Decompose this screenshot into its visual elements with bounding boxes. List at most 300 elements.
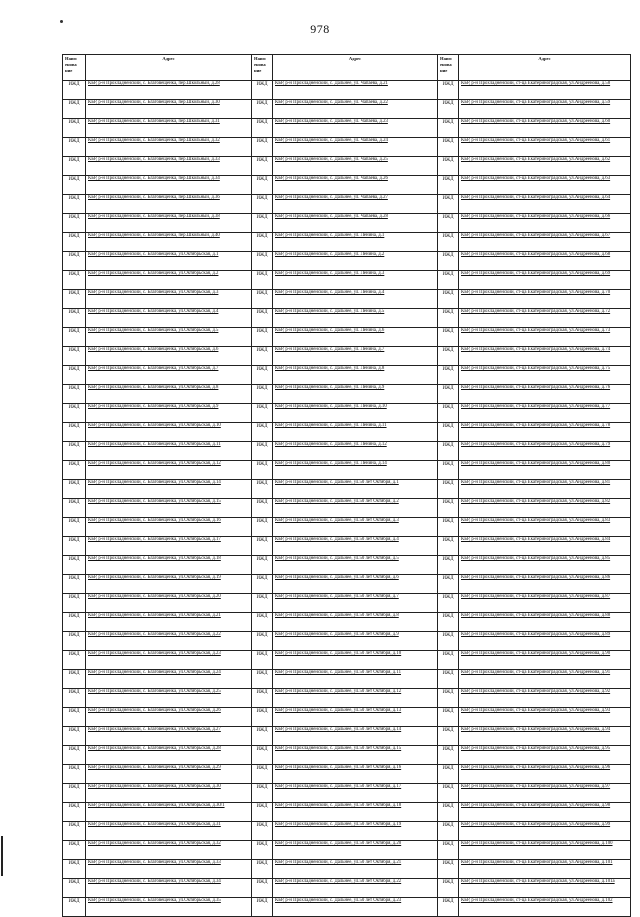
object-type-cell: ИЖД [63, 765, 86, 784]
table-row [63, 442, 631, 461]
object-type-cell: ИЖД [63, 138, 86, 157]
object-type-cell: ИЖД [63, 746, 86, 765]
object-type-cell: ИЖД [63, 784, 86, 803]
object-type-cell: ИЖД [63, 860, 86, 879]
object-type-cell: ИЖД [252, 138, 273, 157]
object-type-cell: ИЖД [252, 651, 273, 670]
object-type-cell: ИЖД [438, 81, 459, 100]
address-cell: КБР, р-н Прохладненский, с. Благовещенка, ул.Октябрьская, д.35 [86, 898, 252, 917]
object-type-cell: ИЖД [438, 347, 459, 366]
address-cell: КБР, р-н Прохладненский, с. Благовещенка, ул.Октябрьская, д.7 [86, 366, 252, 385]
address-cell: КБР, р-н Прохладненский, с. Благовещенка, ул.Октябрьская, д.12 [86, 461, 252, 480]
object-type-cell: ИЖД [252, 575, 273, 594]
address-cell: КБР, р-н Прохладненский, ст-ца Екатериноградская, ул.Андреенова, д.64 [459, 195, 631, 214]
address-cell: КБР, р-н Прохладненский, ст-ца Екатериноградская, ул.Андреенова, д.91 [459, 670, 631, 689]
object-type-cell: ИЖД [63, 81, 86, 100]
object-type-cell: ИЖД [63, 328, 86, 347]
address-cell: КБР, р-н Прохладненский, с. Дальнее, ул.50 лет Октября, д.3 [273, 518, 438, 537]
table-row [63, 100, 631, 119]
object-type-cell: ИЖД [252, 480, 273, 499]
address-cell: КБР, р-н Прохладненский, ст-ца Екатериноградская, ул.Андреенова, д.74 [459, 347, 631, 366]
address-cell: КБР, р-н Прохладненский, с. Дальнее, ул. Ленина, д.4 [273, 290, 438, 309]
table-row [63, 727, 631, 746]
address-cell: КБР, р-н Прохладненский, с. Дальнее, ул.50 лет Октября, д.8 [273, 613, 438, 632]
table-row [63, 746, 631, 765]
object-type-cell: ИЖД [252, 366, 273, 385]
address-cell: КБР, р-н Прохладненский, с. Дальнее, ул.50 лет Октября, д.13 [273, 708, 438, 727]
object-type-cell: ИЖД [252, 271, 273, 290]
address-cell: КБР, р-н Прохладненский, ст-ца Екатериноградская, ул.Андреенова, д.98 [459, 803, 631, 822]
address-cell: КБР, р-н Прохладненский, с. Дальнее, ул.50 лет Октября, д.21 [273, 860, 438, 879]
object-type-cell: ИЖД [252, 784, 273, 803]
object-type-cell: ИЖД [252, 898, 273, 917]
object-type-cell: ИЖД [438, 537, 459, 556]
address-cell: КБР, р-н Прохладненский, ст-ца Екатериноградская, ул.Андреенова, д.75 [459, 366, 631, 385]
object-type-cell: ИЖД [63, 499, 86, 518]
table-row [63, 879, 631, 898]
object-type-cell: ИЖД [438, 461, 459, 480]
object-type-cell: ИЖД [252, 613, 273, 632]
address-cell: КБР, р-н Прохладненский, с. Дальнее, ул. Чапаева, д.23 [273, 119, 438, 138]
object-type-cell: ИЖД [63, 214, 86, 233]
address-cell: КБР, р-н Прохладненский, с. Благовещенка, ул.Октябрьская, д.5 [86, 328, 252, 347]
object-type-cell: ИЖД [252, 252, 273, 271]
object-type-cell: ИЖД [63, 708, 86, 727]
address-cell: КБР, р-н Прохладненский, с. Благовещенка, ул.Октябрьская, д.23 [86, 651, 252, 670]
object-type-cell: ИЖД [252, 518, 273, 537]
object-type-cell: ИЖД [252, 233, 273, 252]
address-cell: КБР, р-н Прохладненский, с. Дальнее, ул. Ленина, д.3 [273, 271, 438, 290]
address-cell: КБР, р-н Прохладненский, с. Дальнее, ул. Ленина, д.10 [273, 404, 438, 423]
address-cell: КБР, р-н Прохладненский, ст-ца Екатериноградская, ул.Андреенова, д.61 [459, 138, 631, 157]
address-cell: КБР, р-н Прохладненский, с. Благовещенка, ул.Октябрьская, д.4 [86, 309, 252, 328]
object-type-cell: ИЖД [252, 442, 273, 461]
address-cell: КБР, р-н Прохладненский, с. Благовещенка, ул.Октябрьская, д.21 [86, 613, 252, 632]
object-type-cell: ИЖД [438, 252, 459, 271]
table-row [63, 499, 631, 518]
address-cell: КБР, р-н Прохладненский, с. Дальнее, ул.50 лет Октября, д.7 [273, 594, 438, 613]
address-cell: КБР, р-н Прохладненский, ст-ца Екатериноградская, ул.Андреенова, д.70 [459, 290, 631, 309]
object-type-cell: ИЖД [63, 537, 86, 556]
address-cell: КБР, р-н Прохладненский, с. Дальнее, ул.50 лет Октября, д.23 [273, 898, 438, 917]
object-type-cell: ИЖД [438, 556, 459, 575]
object-type-cell: ИЖД [252, 347, 273, 366]
object-type-cell: ИЖД [438, 746, 459, 765]
object-type-cell: ИЖД [63, 803, 86, 822]
address-cell: КБР, р-н Прохладненский, с. Благовещенка, пер.Школьный, д.30 [86, 100, 252, 119]
object-type-cell: ИЖД [438, 803, 459, 822]
object-type-cell: ИЖД [63, 518, 86, 537]
object-type-cell: ИЖД [438, 841, 459, 860]
address-cell: КБР, р-н Прохладненский, с. Дальнее, ул.50 лет Октября, д.10 [273, 651, 438, 670]
table-row [63, 803, 631, 822]
address-cell: КБР, р-н Прохладненский, с. Благовещенка, ул.Октябрьская, д.26 [86, 708, 252, 727]
address-cell: КБР, р-н Прохладненский, ст-ца Екатериноградская, ул.Андреенова, д.58 [459, 81, 631, 100]
address-cell: КБР, р-н Прохладненский, с. Дальнее, ул.50 лет Октября, д.5 [273, 556, 438, 575]
address-cell: КБР, р-н Прохладненский, с. Дальнее, ул. Ленина, д.11 [273, 423, 438, 442]
object-type-cell: ИЖД [438, 765, 459, 784]
table-row [63, 860, 631, 879]
object-type-cell: ИЖД [252, 423, 273, 442]
address-cell: КБР, р-н Прохладненский, с. Дальнее, ул.50 лет Октября, д.17 [273, 784, 438, 803]
address-cell: КБР, р-н Прохладненский, с. Дальнее, ул.50 лет Октября, д.20 [273, 841, 438, 860]
object-type-cell: ИЖД [252, 81, 273, 100]
object-type-cell: ИЖД [438, 822, 459, 841]
address-cell: КБР, р-н Прохладненский, ст-ца Екатериноградская, ул.Андреенова, д.83 [459, 518, 631, 537]
object-type-cell: ИЖД [63, 271, 86, 290]
header-name-1: Наим енова ние [63, 55, 86, 81]
object-type-cell: ИЖД [252, 195, 273, 214]
object-type-cell: ИЖД [63, 822, 86, 841]
object-type-cell: ИЖД [252, 632, 273, 651]
table-row [63, 841, 631, 860]
address-cell: КБР, р-н Прохладненский, с. Благовещенка, ул.Октябрьская, д.27 [86, 727, 252, 746]
object-type-cell: ИЖД [438, 385, 459, 404]
table-row [63, 613, 631, 632]
address-cell: КБР, р-н Прохладненский, с. Дальнее, ул.50 лет Октября, д.1 [273, 480, 438, 499]
address-cell: КБР, р-н Прохладненский, с. Дальнее, ул.50 лет Октября, д.22 [273, 879, 438, 898]
address-cell: КБР, р-н Прохладненский, ст-ца Екатериноградская, ул.Андреенова, д.81 [459, 480, 631, 499]
object-type-cell: ИЖД [252, 385, 273, 404]
address-cell: КБР, р-н Прохладненский, с. Дальнее, ул. Чапаева, д.24 [273, 138, 438, 157]
address-cell: КБР, р-н Прохладненский, с. Дальнее, ул. Ленина, д.8 [273, 366, 438, 385]
table-row [63, 480, 631, 499]
address-cell: КБР, р-н Прохладненский, ст-ца Екатериноградская, ул.Андреенова, д.78 [459, 423, 631, 442]
address-cell: КБР, р-н Прохладненский, ст-ца Екатериноградская, ул.Андреенова, д.72 [459, 309, 631, 328]
table-row [63, 214, 631, 233]
address-cell: КБР, р-н Прохладненский, с. Благовещенка, ул.Октябрьская, д.16 [86, 518, 252, 537]
address-cell: КБР, р-н Прохладненский, с. Дальнее, ул.50 лет Октября, д.15 [273, 746, 438, 765]
table-row [63, 898, 631, 917]
address-cell: КБР, р-н Прохладненский, ст-ца Екатериноградская, ул.Андреенова, д.86 [459, 575, 631, 594]
address-cell: КБР, р-н Прохладненский, с. Благовещенка, ул.Октябрьская, д.14 [86, 480, 252, 499]
object-type-cell: ИЖД [63, 309, 86, 328]
object-type-cell: ИЖД [63, 423, 86, 442]
object-type-cell: ИЖД [438, 100, 459, 119]
object-type-cell: ИЖД [438, 860, 459, 879]
object-type-cell: ИЖД [252, 461, 273, 480]
object-type-cell: ИЖД [252, 670, 273, 689]
table-row [63, 309, 631, 328]
address-cell: КБР, р-н Прохладненский, с. Благовещенка, ул.Октябрьская, д.30/1 [86, 803, 252, 822]
table-body [63, 81, 631, 917]
object-type-cell: ИЖД [438, 651, 459, 670]
object-type-cell: ИЖД [63, 689, 86, 708]
table-row [63, 404, 631, 423]
address-cell: КБР, р-н Прохладненский, ст-ца Екатериноградская, ул.Андреенова, д.101а [459, 879, 631, 898]
object-type-cell: ИЖД [438, 157, 459, 176]
object-type-cell: ИЖД [252, 879, 273, 898]
object-type-cell: ИЖД [252, 157, 273, 176]
table-row [63, 195, 631, 214]
address-cell: КБР, р-н Прохладненский, с. Благовещенка, ул.Октябрьская, д.24 [86, 670, 252, 689]
address-cell: КБР, р-н Прохладненский, с. Благовещенка, ул.Октябрьская, д.20 [86, 594, 252, 613]
address-cell: КБР, р-н Прохладненский, с. Благовещенка, ул.Октябрьская, д.2 [86, 271, 252, 290]
address-cell: КБР, р-н Прохладненский, с. Благовещенка, пер.Школьный, д.38 [86, 214, 252, 233]
object-type-cell: ИЖД [63, 461, 86, 480]
table-row [63, 423, 631, 442]
object-type-cell: ИЖД [252, 100, 273, 119]
address-cell: КБР, р-н Прохладненский, ст-ца Екатериноградская, ул.Андреенова, д.67 [459, 233, 631, 252]
address-cell: КБР, р-н Прохладненский, ст-ца Екатериноградская, ул.Андреенова, д.87 [459, 594, 631, 613]
object-type-cell: ИЖД [63, 100, 86, 119]
object-type-cell: ИЖД [438, 423, 459, 442]
table-row [63, 271, 631, 290]
object-type-cell: ИЖД [438, 404, 459, 423]
address-cell: КБР, р-н Прохладненский, с. Благовещенка, ул.Октябрьская, д.11 [86, 442, 252, 461]
object-type-cell: ИЖД [438, 632, 459, 651]
object-type-cell: ИЖД [438, 366, 459, 385]
object-type-cell: ИЖД [438, 442, 459, 461]
address-cell: КБР, р-н Прохладненский, с. Дальнее, ул.50 лет Октября, д.19 [273, 822, 438, 841]
table-row [63, 81, 631, 100]
object-type-cell: ИЖД [63, 841, 86, 860]
address-cell: КБР, р-н Прохладненский, с. Дальнее, ул.50 лет Октября, д.16 [273, 765, 438, 784]
header-address-2: Адрес [273, 55, 438, 81]
object-type-cell: ИЖД [252, 556, 273, 575]
address-cell: КБР, р-н Прохладненский, с. Благовещенка, ул.Октябрьская, д.28 [86, 746, 252, 765]
object-type-cell: ИЖД [438, 898, 459, 917]
object-type-cell: ИЖД [63, 233, 86, 252]
object-type-cell: ИЖД [438, 670, 459, 689]
object-type-cell: ИЖД [438, 176, 459, 195]
address-cell: КБР, р-н Прохладненский, ст-ца Екатериноградская, ул.Андреенова, д.76 [459, 385, 631, 404]
object-type-cell: ИЖД [63, 442, 86, 461]
address-cell: КБР, р-н Прохладненский, с. Дальнее, ул. Ленина, д.14 [273, 461, 438, 480]
object-type-cell: ИЖД [438, 518, 459, 537]
address-cell: КБР, р-н Прохладненский, ст-ца Екатериноградская, ул.Андреенова, д.97 [459, 784, 631, 803]
address-cell: КБР, р-н Прохладненский, с. Дальнее, ул.50 лет Октября, д.6 [273, 575, 438, 594]
address-cell: КБР, р-н Прохладненский, с. Дальнее, ул. Ленина, д.7 [273, 347, 438, 366]
table-row [63, 461, 631, 480]
address-cell: КБР, р-н Прохладненский, с. Дальнее, ул.50 лет Октября, д.9 [273, 632, 438, 651]
table-row [63, 138, 631, 157]
address-cell: КБР, р-н Прохладненский, с. Благовещенка, пер.Школьный, д.33 [86, 157, 252, 176]
address-cell: КБР, р-н Прохладненский, ст-ца Екатериноградская, ул.Андреенова, д.79 [459, 442, 631, 461]
object-type-cell: ИЖД [63, 632, 86, 651]
table-row [63, 119, 631, 138]
address-cell: КБР, р-н Прохладненский, ст-ца Екатериноградская, ул.Андреенова, д.92 [459, 689, 631, 708]
address-cell: КБР, р-н Прохладненский, с. Дальнее, ул.50 лет Октября, д.12 [273, 689, 438, 708]
object-type-cell: ИЖД [252, 689, 273, 708]
address-cell: КБР, р-н Прохладненский, с. Благовещенка, ул.Октябрьская, д.15 [86, 499, 252, 518]
object-type-cell: ИЖД [438, 879, 459, 898]
object-type-cell: ИЖД [252, 328, 273, 347]
address-cell: КБР, р-н Прохладненский, с. Благовещенка, ул.Октябрьская, д.3 [86, 290, 252, 309]
object-type-cell: ИЖД [252, 803, 273, 822]
object-type-cell: ИЖД [252, 537, 273, 556]
table-row [63, 708, 631, 727]
object-type-cell: ИЖД [63, 575, 86, 594]
object-type-cell: ИЖД [252, 309, 273, 328]
table-row [63, 632, 631, 651]
table-row [63, 157, 631, 176]
object-type-cell: ИЖД [438, 195, 459, 214]
address-cell: КБР, р-н Прохладненский, ст-ца Екатериноградская, ул.Андреенова, д.84 [459, 537, 631, 556]
header-name-2: Наим енова ние [252, 55, 273, 81]
address-cell: КБР, р-н Прохладненский, ст-ца Екатериноградская, ул.Андреенова, д.85 [459, 556, 631, 575]
address-cell: КБР, р-н Прохладненский, ст-ца Екатериноградская, ул.Андреенова, д.95 [459, 746, 631, 765]
table-row [63, 575, 631, 594]
address-cell: КБР, р-н Прохладненский, с. Благовещенка, ул.Октябрьская, д.31 [86, 822, 252, 841]
object-type-cell: ИЖД [63, 252, 86, 271]
address-cell: КБР, р-н Прохладненский, ст-ца Екатериноградская, ул.Андреенова, д.66 [459, 214, 631, 233]
object-type-cell: ИЖД [438, 689, 459, 708]
object-type-cell: ИЖД [438, 727, 459, 746]
address-cell: КБР, р-н Прохладненский, с. Благовещенка, пер.Школьный, д.36 [86, 195, 252, 214]
object-type-cell: ИЖД [438, 784, 459, 803]
object-type-cell: ИЖД [252, 119, 273, 138]
address-cell: КБР, р-н Прохладненский, ст-ца Екатериноградская, ул.Андреенова, д.63 [459, 176, 631, 195]
object-type-cell: ИЖД [63, 651, 86, 670]
object-type-cell: ИЖД [63, 556, 86, 575]
object-type-cell: ИЖД [438, 575, 459, 594]
address-cell: КБР, р-н Прохладненский, с. Благовещенка, ул.Октябрьская, д.22 [86, 632, 252, 651]
object-type-cell: ИЖД [438, 233, 459, 252]
address-cell: КБР, р-н Прохладненский, ст-ца Екатериноградская, ул.Андреенова, д.60 [459, 119, 631, 138]
address-cell: КБР, р-н Прохладненский, с. Благовещенка, ул.Октябрьская, д.32 [86, 841, 252, 860]
address-cell: КБР, р-н Прохладненский, с. Благовещенка, ул.Октябрьская, д.10 [86, 423, 252, 442]
address-cell: КБР, р-н Прохладненский, с. Дальнее, ул.50 лет Октября, д.18 [273, 803, 438, 822]
object-type-cell: ИЖД [438, 328, 459, 347]
table-row [63, 670, 631, 689]
table-row [63, 765, 631, 784]
table-row [63, 290, 631, 309]
address-cell: КБР, р-н Прохладненский, ст-ца Екатериноградская, ул.Андреенова, д.73 [459, 328, 631, 347]
table-row [63, 556, 631, 575]
object-type-cell: ИЖД [252, 746, 273, 765]
address-cell: КБР, р-н Прохладненский, ст-ца Екатериноградская, ул.Андреенова, д.62 [459, 157, 631, 176]
address-cell: КБР, р-н Прохладненский, с. Благовещенка, ул.Октябрьская, д.19 [86, 575, 252, 594]
address-cell: КБР, р-н Прохладненский, ст-ца Екатериноградская, ул.Андреенова, д.59 [459, 100, 631, 119]
address-cell: КБР, р-н Прохладненский, с. Благовещенка, пер.Школьный, д.32 [86, 138, 252, 157]
address-cell: КБР, р-н Прохладненский, ст-ца Екатериноградская, ул.Андреенова, д.77 [459, 404, 631, 423]
object-type-cell: ИЖД [438, 271, 459, 290]
address-cell: КБР, р-н Прохладненский, с. Дальнее, ул.50 лет Октября, д.14 [273, 727, 438, 746]
address-cell: КБР, р-н Прохладненский, с. Благовещенка, ул.Октябрьская, д.33 [86, 860, 252, 879]
address-cell: КБР, р-н Прохладненский, с. Дальнее, ул.50 лет Октября, д.11 [273, 670, 438, 689]
address-cell: КБР, р-н Прохладненский, с. Благовещенка, ул.Октябрьская, д.34 [86, 879, 252, 898]
table-row [63, 366, 631, 385]
address-table [62, 54, 631, 917]
address-cell: КБР, р-н Прохладненский, ст-ца Екатериноградская, ул.Андреенова, д.69 [459, 271, 631, 290]
object-type-cell: ИЖД [252, 708, 273, 727]
object-type-cell: ИЖД [252, 499, 273, 518]
table-row [63, 822, 631, 841]
object-type-cell: ИЖД [438, 480, 459, 499]
address-cell: КБР, р-н Прохладненский, с. Дальнее, ул.50 лет Октября, д.2 [273, 499, 438, 518]
address-cell: КБР, р-н Прохладненский, с. Благовещенка, пер.Школьный, д.34 [86, 176, 252, 195]
scan-edge-mark [1, 836, 3, 876]
table-row [63, 176, 631, 195]
table-row [63, 385, 631, 404]
address-cell: КБР, р-н Прохладненский, с. Дальнее, ул. Ленина, д.5 [273, 309, 438, 328]
address-cell: КБР, р-н Прохладненский, ст-ца Екатериноградская, ул.Андреенова, д.101 [459, 860, 631, 879]
address-cell: КБР, р-н Прохладненский, с. Благовещенка, пер.Школьный, д.28 [86, 81, 252, 100]
header-address-1: Адрес [86, 55, 252, 81]
object-type-cell: ИЖД [63, 594, 86, 613]
address-cell: КБР, р-н Прохладненский, с. Благовещенка, пер.Школьный, д.40 [86, 233, 252, 252]
object-type-cell: ИЖД [438, 290, 459, 309]
object-type-cell: ИЖД [438, 138, 459, 157]
table-row [63, 651, 631, 670]
object-type-cell: ИЖД [252, 594, 273, 613]
address-cell: КБР, р-н Прохладненский, с. Благовещенка, ул.Октябрьская, д.18 [86, 556, 252, 575]
address-cell: КБР, р-н Прохладненский, с. Дальнее, ул. Чапаева, д.21 [273, 81, 438, 100]
object-type-cell: ИЖД [63, 879, 86, 898]
address-cell: КБР, р-н Прохладненский, с. Дальнее, ул. Ленина, д.1 [273, 233, 438, 252]
address-cell: КБР, р-н Прохладненский, с. Дальнее, ул. Ленина, д.6 [273, 328, 438, 347]
object-type-cell: ИЖД [252, 822, 273, 841]
object-type-cell: ИЖД [63, 157, 86, 176]
object-type-cell: ИЖД [252, 290, 273, 309]
object-type-cell: ИЖД [63, 195, 86, 214]
address-cell: КБР, р-н Прохладненский, с. Благовещенка, ул.Октябрьская, д.8 [86, 385, 252, 404]
address-cell: КБР, р-н Прохладненский, с. Дальнее, ул.50 лет Октября, д.4 [273, 537, 438, 556]
object-type-cell: ИЖД [63, 898, 86, 917]
object-type-cell: ИЖД [252, 727, 273, 746]
object-type-cell: ИЖД [63, 176, 86, 195]
table-row [63, 233, 631, 252]
address-cell: КБР, р-н Прохладненский, ст-ца Екатериноградская, ул.Андреенова, д.94 [459, 727, 631, 746]
address-cell: КБР, р-н Прохладненский, ст-ца Екатериноградская, ул.Андреенова, д.80 [459, 461, 631, 480]
object-type-cell: ИЖД [63, 119, 86, 138]
address-cell: КБР, р-н Прохладненский, ст-ца Екатериноградская, ул.Андреенова, д.90 [459, 651, 631, 670]
table-row [63, 252, 631, 271]
object-type-cell: ИЖД [63, 366, 86, 385]
address-cell: КБР, р-н Прохладненский, с. Дальнее, ул. Чапаева, д.25 [273, 157, 438, 176]
address-cell: КБР, р-н Прохладненский, с. Благовещенка, пер.Школьный, д.31 [86, 119, 252, 138]
address-cell: КБР, р-н Прохладненский, ст-ца Екатериноградская, ул.Андреенова, д.88 [459, 613, 631, 632]
address-cell: КБР, р-н Прохладненский, с. Благовещенка, ул.Октябрьская, д.1 [86, 252, 252, 271]
table-row [63, 328, 631, 347]
address-cell: КБР, р-н Прохладненский, ст-ца Екатериноградская, ул.Андреенова, д.100 [459, 841, 631, 860]
address-cell: КБР, р-н Прохладненский, с. Дальнее, ул. Ленина, д.9 [273, 385, 438, 404]
address-cell: КБР, р-н Прохладненский, ст-ца Екатериноградская, ул.Андреенова, д.96 [459, 765, 631, 784]
address-cell: КБР, р-н Прохладненский, ст-ца Екатериноградская, ул.Андреенова, д.89 [459, 632, 631, 651]
address-cell: КБР, р-н Прохладненский, с. Благовещенка, ул.Октябрьская, д.9 [86, 404, 252, 423]
object-type-cell: ИЖД [252, 404, 273, 423]
address-cell: КБР, р-н Прохладненский, с. Благовещенка, ул.Октябрьская, д.29 [86, 765, 252, 784]
address-cell: КБР, р-н Прохладненский, с. Дальнее, ул. Ленина, д.2 [273, 252, 438, 271]
object-type-cell: ИЖД [438, 499, 459, 518]
object-type-cell: ИЖД [252, 765, 273, 784]
table-row [63, 537, 631, 556]
object-type-cell: ИЖД [438, 613, 459, 632]
address-cell: КБР, р-н Прохладненский, с. Дальнее, ул. Чапаева, д.22 [273, 100, 438, 119]
object-type-cell: ИЖД [438, 594, 459, 613]
header-address-3: Адрес [459, 55, 631, 81]
address-cell: КБР, р-н Прохладненский, с. Дальнее, ул. Чапаева, д.28 [273, 214, 438, 233]
object-type-cell: ИЖД [63, 613, 86, 632]
address-cell: КБР, р-н Прохладненский, ст-ца Екатериноградская, ул.Андреенова, д.68 [459, 252, 631, 271]
address-cell: КБР, р-н Прохладненский, ст-ца Екатериноградская, ул.Андреенова, д.82 [459, 499, 631, 518]
object-type-cell: ИЖД [63, 347, 86, 366]
header-name-3: Наим енова ние [438, 55, 459, 81]
object-type-cell: ИЖД [63, 290, 86, 309]
page-number: 978 [310, 22, 330, 36]
table-row [63, 689, 631, 708]
address-cell: КБР, р-н Прохладненский, с. Дальнее, ул. Ленина, д.12 [273, 442, 438, 461]
address-cell: КБР, р-н Прохладненский, ст-ца Екатериноградская, ул.Андреенова, д.93 [459, 708, 631, 727]
object-type-cell: ИЖД [438, 214, 459, 233]
object-type-cell: ИЖД [252, 176, 273, 195]
object-type-cell: ИЖД [438, 119, 459, 138]
object-type-cell: ИЖД [63, 480, 86, 499]
object-type-cell: ИЖД [438, 708, 459, 727]
object-type-cell: ИЖД [252, 841, 273, 860]
address-cell: КБР, р-н Прохладненский, с. Дальнее, ул. Чапаева, д.26 [273, 176, 438, 195]
